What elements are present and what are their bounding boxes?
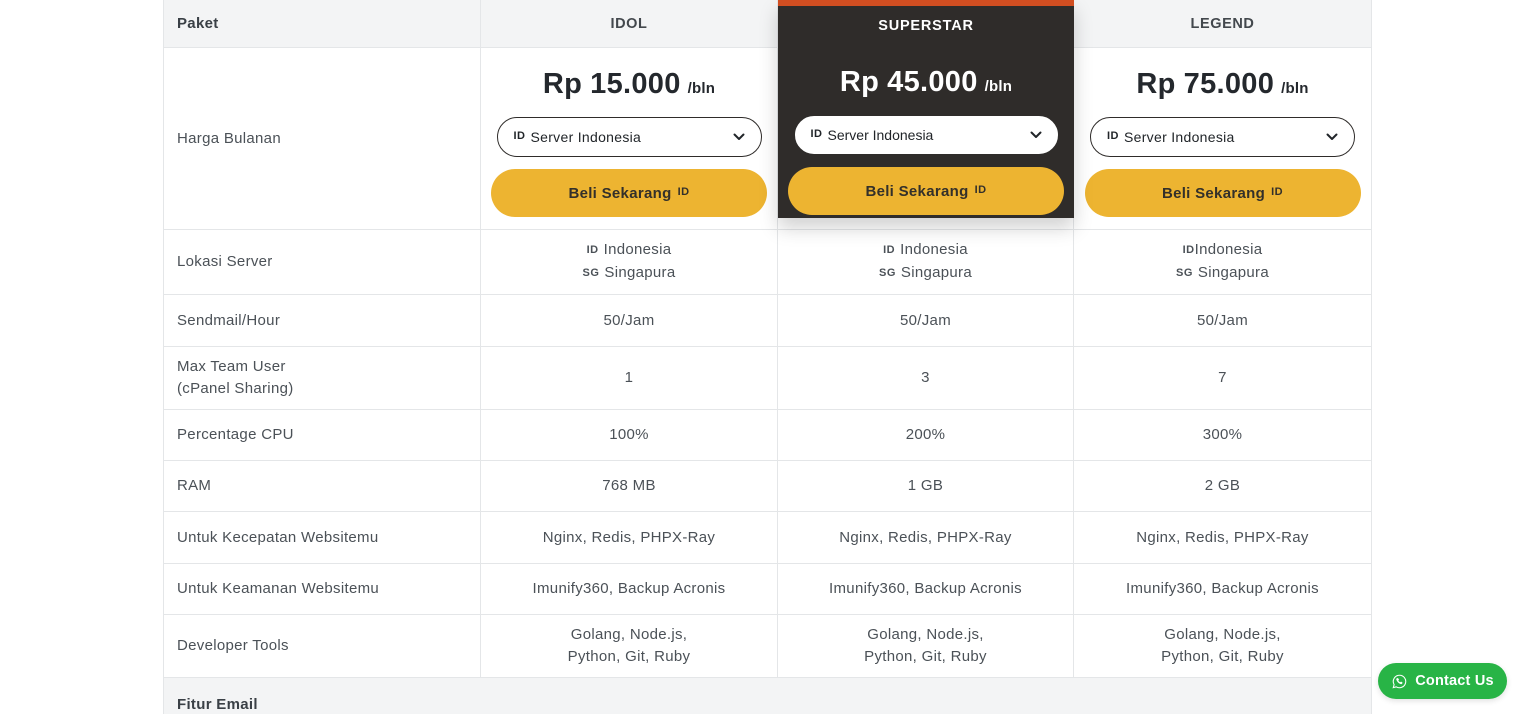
section-header-fitur-email: Fitur Email (163, 678, 1372, 714)
id-flag-label: ID (974, 184, 987, 196)
location-line: ID Indonesia (883, 241, 968, 258)
value-sendmail-idol: 50/Jam (481, 295, 778, 347)
id-flag-label: ID (810, 128, 823, 140)
row-label-kecepatan: Untuk Kecepatan Websitemu (163, 512, 481, 564)
value-ram-superstar: 1 GB (778, 461, 1074, 512)
chevron-down-icon (1326, 133, 1338, 141)
currency: Rp (1136, 68, 1176, 100)
value-lokasi-idol (481, 230, 778, 295)
column-header-paket (163, 0, 481, 48)
paket-header-label: Paket (177, 15, 219, 32)
amount: 75.000 (1183, 68, 1275, 100)
amount: 45.000 (887, 66, 978, 98)
superstar-price (840, 66, 1012, 103)
superstar-header-label: SUPERSTAR (878, 18, 974, 34)
value-keamanan-superstar: Imunify360, Backup Acronis (778, 564, 1074, 615)
buy-now-label: Beli Sekarang (865, 182, 969, 200)
column-header-legend (1074, 0, 1372, 48)
value-sendmail-superstar: 50/Jam (778, 295, 1074, 347)
value-sendmail-legend: 50/Jam (1074, 295, 1372, 347)
sg-flag-label: SG (879, 267, 896, 279)
value-kecepatan-superstar: Nginx, Redis, PHPX-Ray (778, 512, 1074, 564)
currency: Rp (542, 68, 583, 100)
superstar-plan-card (778, 0, 1074, 218)
currency: Rp (839, 66, 880, 98)
select-selected-value: Server Indonesia (827, 127, 934, 143)
buy-now-label: Beli Sekarang (568, 184, 672, 202)
value-ram-idol: 768 MB (481, 461, 778, 512)
whatsapp-icon (1391, 673, 1408, 690)
idol-price-cell (481, 48, 778, 230)
value-devtools-legend: Golang, Node.js, Python, Git, Ruby (1074, 615, 1372, 678)
value-devtools-idol: Golang, Node.js, Python, Git, Ruby (481, 615, 778, 678)
select-selected-value: Server Indonesia (530, 129, 642, 145)
select-selected-value: Server Indonesia (1124, 129, 1235, 145)
value-devtools-superstar: Golang, Node.js, Python, Git, Ruby (778, 615, 1074, 678)
row-label-harga-bulanan: Harga Bulanan (163, 48, 481, 230)
row-label-sendmail: Sendmail/Hour (163, 295, 481, 347)
id-flag-label: ID (586, 244, 599, 256)
row-label-max-team-user: Max Team User (cPanel Sharing) (163, 347, 481, 410)
value-kecepatan-idol: Nginx, Redis, PHPX-Ray (481, 512, 778, 564)
location-line: SG Singapura (582, 264, 676, 281)
row-label-ram: RAM (163, 461, 481, 512)
value-keamanan-legend: Imunify360, Backup Acronis (1074, 564, 1372, 615)
row-label-percentage-cpu: Percentage CPU (163, 410, 481, 461)
id-flag-label: ID (883, 244, 896, 256)
server-location-select-legend[interactable] (1090, 117, 1355, 157)
value-ram-legend: 2 GB (1074, 461, 1372, 512)
location-line: SG Singapura (1176, 264, 1269, 281)
value-cpu-idol: 100% (481, 410, 778, 461)
buy-now-label: Beli Sekarang (1161, 184, 1266, 202)
chevron-down-icon (1030, 131, 1042, 139)
buy-now-button-idol[interactable] (491, 169, 767, 217)
pricing-comparison-table (163, 0, 1372, 714)
value-cpu-superstar: 200% (778, 410, 1074, 461)
value-cpu-legend: 300% (1074, 410, 1372, 461)
row-label-keamanan: Untuk Keamanan Websitemu (163, 564, 481, 615)
legend-price (1136, 68, 1308, 105)
value-keamanan-idol: Imunify360, Backup Acronis (481, 564, 778, 615)
location-line: SG Singapura (879, 264, 972, 281)
value-lokasi-superstar (778, 230, 1074, 295)
id-flag-label: ID (1271, 186, 1284, 198)
value-lokasi-legend (1074, 230, 1372, 295)
value-kecepatan-legend: Nginx, Redis, PHPX-Ray (1074, 512, 1372, 564)
idol-price (543, 68, 715, 105)
id-flag-label: ID (677, 186, 690, 198)
id-flag-label: ID (513, 130, 526, 142)
column-header-idol (481, 0, 778, 48)
legend-header-label: LEGEND (1190, 15, 1255, 32)
value-maxteam-legend: 7 (1074, 347, 1372, 410)
legend-price-cell (1074, 48, 1372, 230)
per-period: /bln (687, 80, 716, 97)
buy-now-button-superstar[interactable] (788, 167, 1064, 215)
id-flag-label: ID (1182, 244, 1195, 256)
id-flag-label: ID (1107, 130, 1119, 142)
per-period: /bln (984, 78, 1013, 95)
server-location-select-superstar[interactable] (794, 115, 1059, 155)
chevron-down-icon (733, 133, 745, 141)
idol-header-label: IDOL (610, 15, 648, 32)
value-maxteam-idol: 1 (481, 347, 778, 410)
amount: 15.000 (590, 68, 681, 100)
row-label-developer-tools: Developer Tools (163, 615, 481, 678)
contact-us-button[interactable] (1378, 663, 1507, 699)
row-label-lokasi-server: Lokasi Server (163, 230, 481, 295)
location-line: IDIndonesia (1182, 241, 1263, 258)
location-line: ID Indonesia (586, 241, 672, 258)
buy-now-button-legend[interactable] (1085, 169, 1361, 217)
sg-flag-label: SG (1176, 267, 1193, 279)
per-period: /bln (1281, 80, 1309, 97)
value-maxteam-superstar: 3 (778, 347, 1074, 410)
sg-flag-label: SG (582, 267, 600, 279)
contact-us-label: Contact Us (1415, 673, 1494, 689)
server-location-select-idol[interactable] (497, 117, 762, 157)
